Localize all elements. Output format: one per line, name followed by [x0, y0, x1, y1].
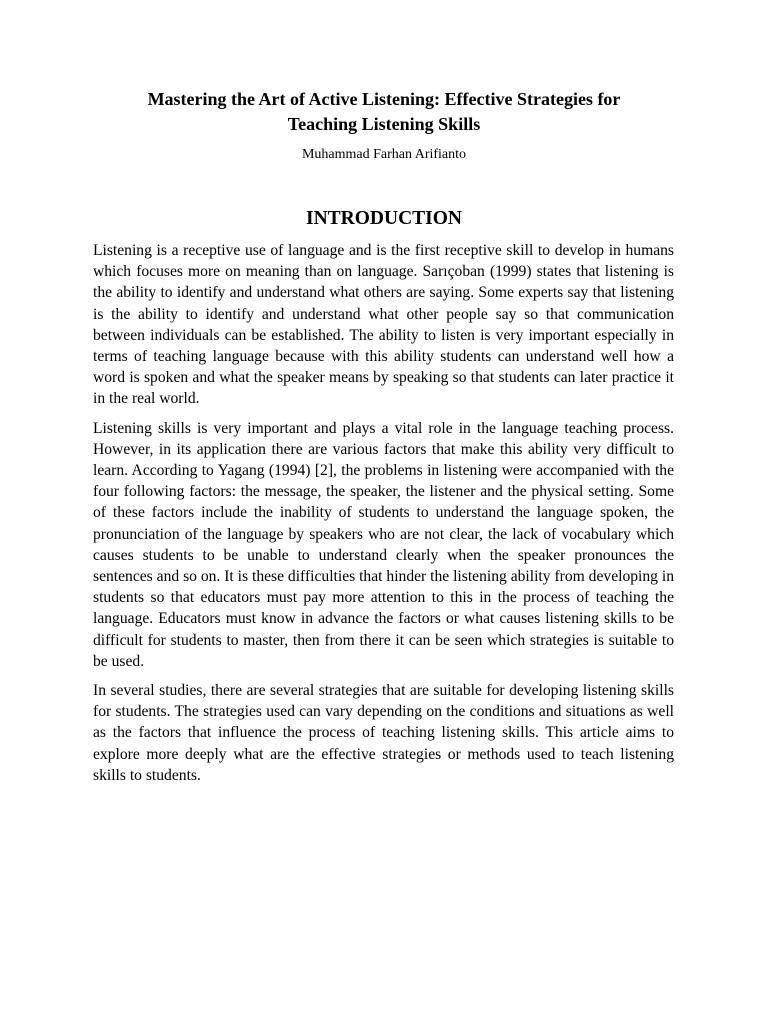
document-title-line-1: Mastering the Art of Active Listening: Effective Strategies for: [147, 89, 621, 109]
section-heading: INTRODUCTION: [305, 208, 463, 229]
document-title-line-2: Teaching Listening Skills: [287, 114, 481, 134]
document-title: [60, 87, 708, 137]
paragraph-3: In several studies, there are several strategies that are suitable for developing listening skills for students. The strategies used can vary depending on the conditions and situations as well as the factors that influence the process of teaching listening skills. This article aims to explore more deeply what are the effective strategies or methods used to teach listening skills to students.: [93, 682, 674, 784]
introduction-body: [93, 240, 674, 794]
paragraph-2: Listening skills is very important and plays a vital role in the language teaching process. However, in its application there are various factors that make this ability very difficult to learn. According to Yagang (1994) [2], the problems in listening were accompanied with the four following factors: the message, the speaker, the listener and the physical setting. Some of these factors include the inability of students to understand the language spoken, the pronunciation of the language by speakers who are not clear, the lack of vocabulary which causes students to be unable to understand clearly when the speaker pronounces the sentences and so on. It is these difficulties that hinder the listening ability from developing in students so that educators must pay more attention to this in the process of teaching the language. Educators must know in advance the factors or what causes listening skills to be difficult for students to master, then from there it can be seen which strategies is suitable to be used.: [93, 419, 674, 670]
author-name: Muhammad Farhan Arifianto: [301, 147, 467, 162]
paragraph-1: Listening is a receptive use of language and is the first receptive skill to develop in humans which focuses more on meaning than on language. Sarıçoban (1999) states that listening is the ability to identify and understand what others are saying. Some experts say that listening is the ability to identify and understand what other people say so that communication between individuals can be established. The ability to listen is very important especially in terms of teaching language because with this ability students can understand well how a word is spoken and what the speaker means by speaking so that students can later practice it in the real world.: [93, 242, 674, 408]
